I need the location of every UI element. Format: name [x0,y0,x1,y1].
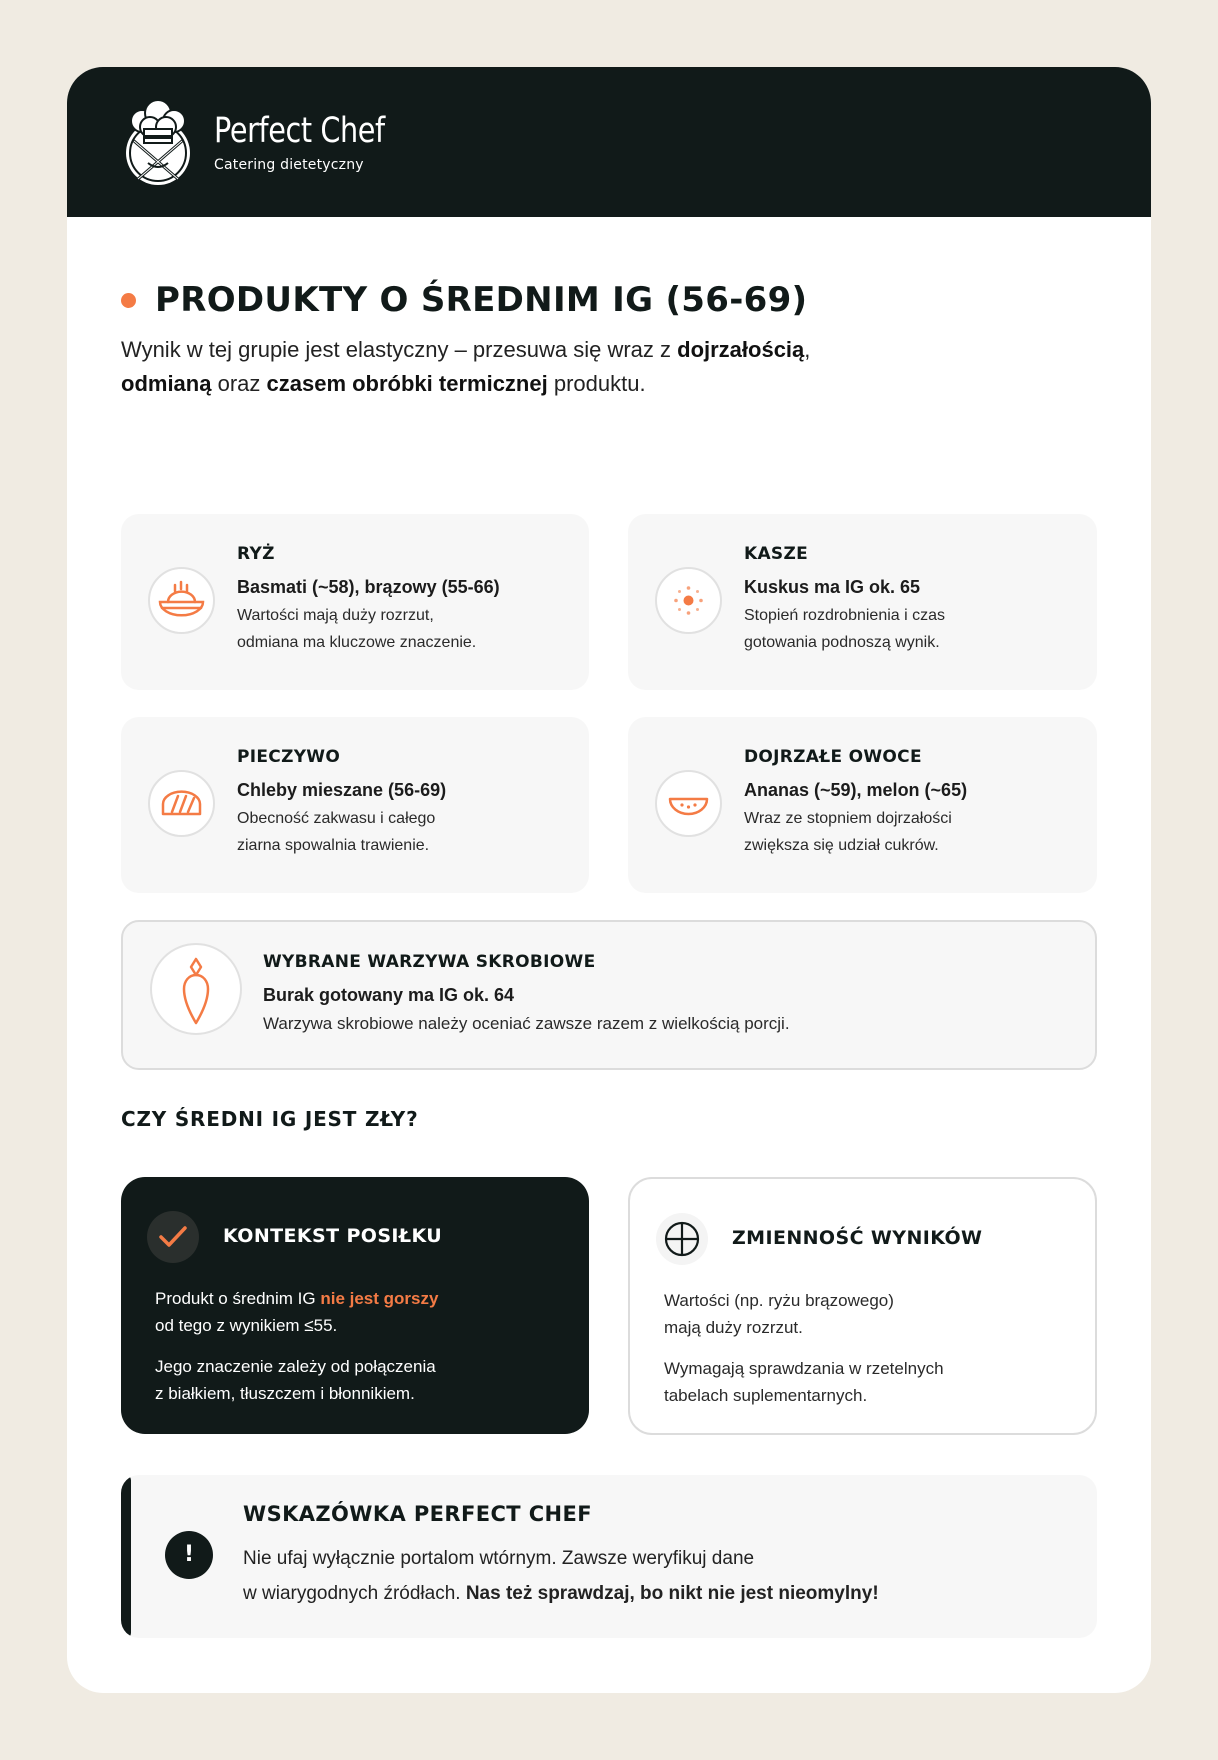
context-paragraph-2 [155,1353,515,1407]
variability-paragraph-2 [664,1355,1024,1409]
chef-hat-logo [120,97,196,187]
category-subtitle: Kuskus ma IG ok. 65 [744,577,921,597]
exclamation-icon: ! [165,1531,213,1579]
context-text: od tego z wynikiem ≤55. [155,1316,338,1335]
category-card-groats [628,514,1097,690]
context-highlight: nie jest gorszy [320,1289,439,1308]
section-title: PRODUKTY O ŚREDNIM IG (56-69) [155,280,808,320]
desc-line: zwiększa się udział cukrów. [744,837,939,854]
context-card [121,1177,589,1434]
desc-line: gotowania podnoszą wynik. [744,634,940,651]
rice-bowl-icon [148,567,215,634]
desc-line: Wartości mają duży rozrzut, [237,607,434,624]
intro-text: oraz [211,371,267,396]
category-description [744,602,1034,656]
intro-bold: czasem obróbki termicznej [266,371,548,396]
category-description [237,805,527,859]
category-card-rice [121,514,589,690]
variability-text: Wymagają sprawdzania w rzetelnych [664,1359,944,1378]
brand-tagline: Catering dietetyczny [214,157,364,173]
category-title: PIECZYWO [237,747,341,767]
variability-paragraph-1 [664,1287,1024,1341]
vegetables-description: Warzywa skrobiowe należy oceniać zawsze razem z wielkością porcji. [263,1014,790,1033]
header [67,67,1151,217]
brand-name: Perfect Chef [214,111,385,151]
bullet-dot-icon [121,293,136,308]
tip-box [121,1475,1097,1638]
section-heading [121,280,807,320]
melon-icon [655,770,722,837]
category-description [744,805,1034,859]
vegetables-subtitle: Burak gotowany ma IG ok. 64 [263,985,515,1005]
intro-text: produktu. [547,371,646,396]
intro-bold: odmianą [121,371,212,396]
desc-line: ziarna spowalnia trawienie. [237,837,430,854]
context-paragraph-1 [155,1285,515,1339]
check-icon [147,1211,199,1263]
category-title: DOJRZAŁE OWOCE [744,747,922,767]
context-text: Jego znaczenie zależy od połączenia [155,1357,436,1376]
variability-card [628,1177,1097,1435]
crosshair-icon [656,1213,708,1265]
context-title: KONTEKST POSIŁKU [223,1225,443,1247]
variability-text: Wartości (np. ryżu brązowego) [664,1291,894,1310]
tip-line: Nie ufaj wyłącznie portalom wtórnym. Zawsze weryfikuj dane [243,1548,755,1569]
vegetables-title: WYBRANE WARZYWA SKROBIOWE [263,952,596,972]
category-subtitle: Basmati (~58), brązowy (55-66) [237,577,500,597]
category-subtitle: Chleby mieszane (56-69) [237,780,447,800]
category-subtitle: Ananas (~59), melon (~65) [744,780,968,800]
category-card-bread [121,717,589,893]
context-text: z białkiem, tłuszczem i błonnikiem. [155,1384,415,1403]
variability-text: mają duży rozrzut. [664,1318,803,1337]
tip-title: WSKAZÓWKA PERFECT CHEF [243,1502,593,1526]
carrot-icon [150,943,242,1035]
variability-text: tabelach suplementarnych. [664,1386,868,1405]
grain-icon [655,567,722,634]
bread-icon [148,770,215,837]
tip-bold: Nas też sprawdzaj, bo nikt nie jest nieomylny! [465,1583,879,1604]
category-description [237,602,527,656]
section-intro [121,333,941,401]
desc-line: Wraz ze stopniem dojrzałości [744,810,952,827]
category-card-fruits [628,717,1097,893]
category-title: RYŻ [237,544,275,564]
tip-accent-bar [121,1475,131,1638]
desc-line: Stopień rozdrobnienia i czas [744,607,946,624]
tip-line: w wiarygodnych źródłach. [243,1583,466,1604]
context-text: Produkt o średnim IG [155,1289,321,1308]
question-title: CZY ŚREDNI IG JEST ZŁY? [121,1107,419,1131]
intro-text: Wynik w tej grupie jest elastyczny – przesuwa się wraz z [121,337,678,362]
category-title: KASZE [744,544,809,564]
desc-line: odmiana ma kluczowe znaczenie. [237,634,477,651]
intro-text: , [804,337,811,362]
page-card [67,67,1151,1693]
vegetables-card [121,920,1097,1070]
variability-title: ZMIENNOŚĆ WYNIKÓW [732,1227,983,1249]
intro-bold: dojrzałością [677,337,805,362]
tip-text [243,1541,1063,1611]
desc-line: Obecność zakwasu i całego [237,810,436,827]
